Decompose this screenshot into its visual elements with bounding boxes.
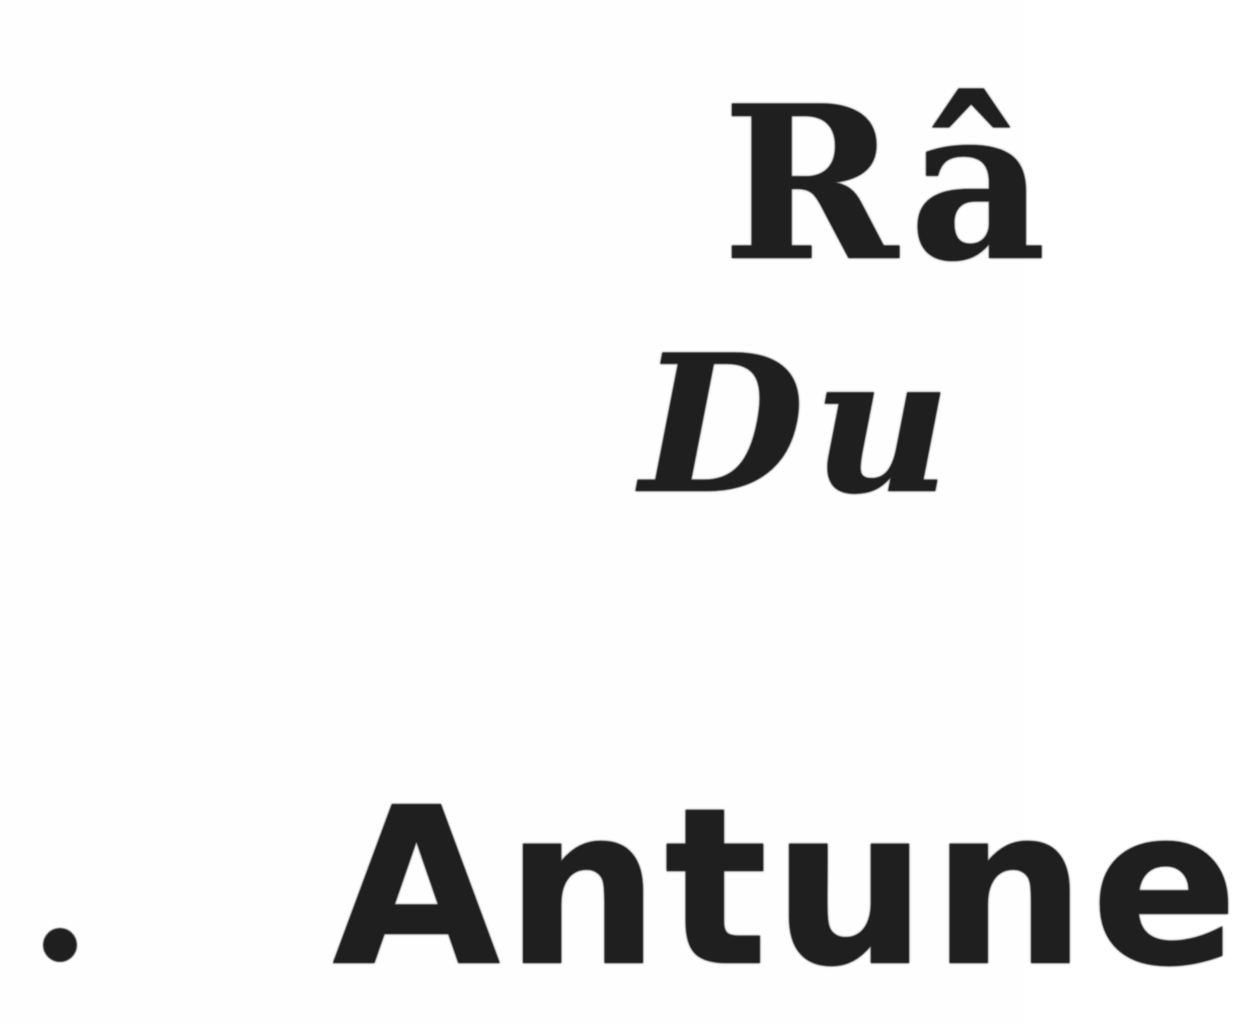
text-line-du: Du bbox=[640, 313, 959, 536]
period-dot-glyph bbox=[43, 928, 77, 962]
period-mark bbox=[40, 900, 80, 962]
text-line-ra: Râ bbox=[722, 59, 1053, 308]
text-line-antune: Antune bbox=[332, 762, 1242, 1015]
